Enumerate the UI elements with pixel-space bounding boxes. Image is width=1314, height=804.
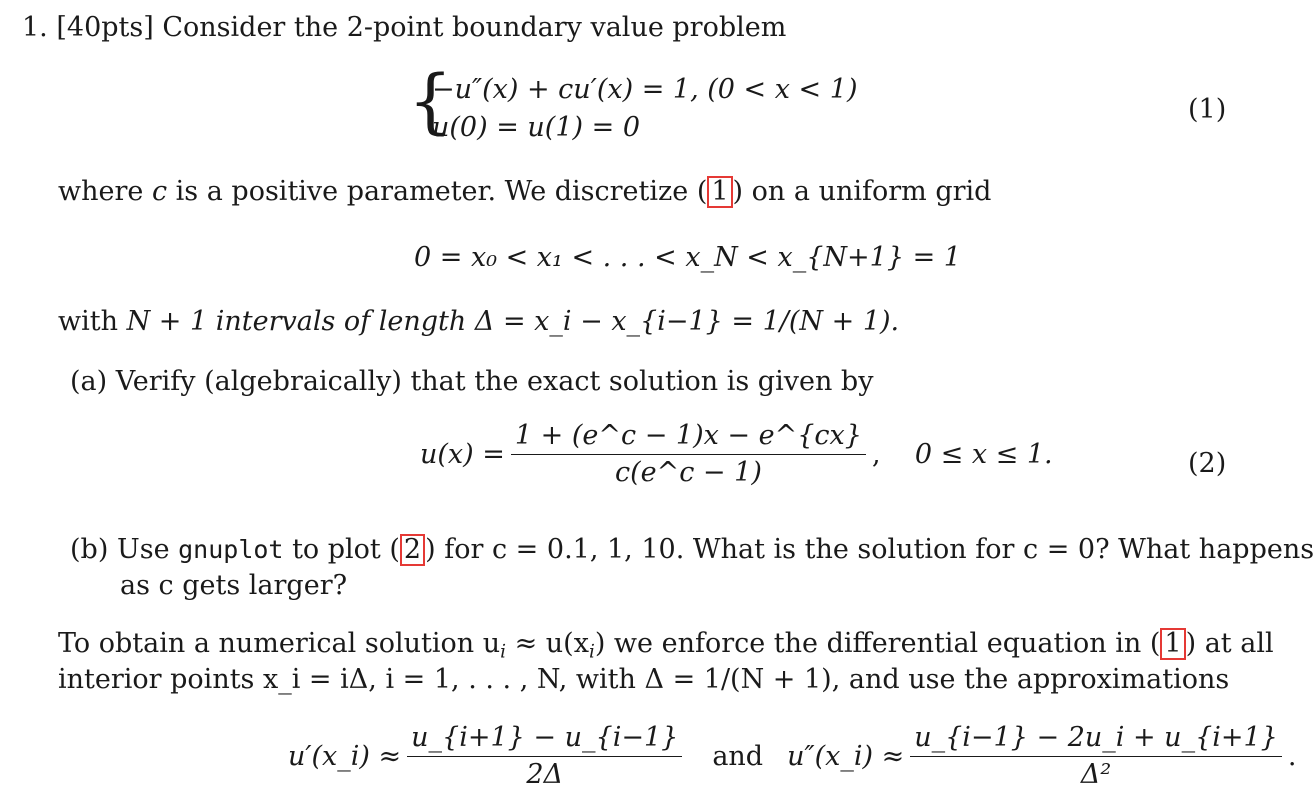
- problem-intro: Consider the 2-point boundary value problem: [162, 12, 787, 43]
- equation-2-denominator: c(e^c − 1): [614, 457, 762, 489]
- first-derivative-lhs: u′(x_i) ≈: [288, 741, 402, 773]
- first-derivative-fraction: $\frac{u\_\{i+1\} - u\_\{i-1\}}{2\Delta}$: [407, 722, 682, 792]
- grid-equation: 0 = x₀ < x₁ < . . . < x_N < x_{N+1} = 1: [414, 242, 961, 273]
- part-b-line-2: as c gets larger?: [120, 570, 348, 601]
- equation-2-number: (2): [1188, 448, 1227, 479]
- equation-2-lhs: u(x) =: [420, 439, 505, 471]
- problem-number: 1.: [22, 12, 48, 43]
- problem-header: [22, 10, 786, 45]
- paragraph-numerical-line-2: interior points x_i = iΔ, i = 1, . . . , N, with Δ = 1/(N + 1), and use the approximations: [58, 664, 1230, 695]
- part-b-label: (b): [70, 534, 109, 565]
- equation-1-line-1: −u″(x) + cu′(x) = 1, (0 < x < 1): [432, 74, 858, 105]
- equation-2-range: 0 ≤ x ≤ 1.: [914, 439, 1053, 471]
- part-a: [70, 364, 873, 399]
- equation-ref-link[interactable]: 1: [707, 176, 732, 208]
- approximation-equations: u′(x_i) ≈ $\frac{u\_\{i+1\} - u\_\{i-1\}}{2\Delta}$ and u″(x_i) ≈ $\frac{u\_\{i-1\} - 2u\_i + u\_\{i+1\}}{\text{Δ²}}$ .: [288, 722, 1297, 791]
- equation-2: u(x) = $\frac{1 + (e\^{}c - 1)x - e\^{}\{cx\}}{c(e\^{}c - 1)}$ , 0 ≤ x ≤ 1.: [420, 420, 1053, 489]
- part-a-text: Verify (algebraically) that the exact solution is given by: [115, 366, 874, 397]
- paragraph-intervals: with N + 1 intervals of length Δ = x_i − x_{i−1} = 1/(N + 1).: [58, 306, 900, 337]
- paragraph-numerical: To obtain a numerical solution $u_i \approx u(x_i)$ we enforce the differential equation in ( 1 ) at all: [58, 628, 1274, 663]
- and-word: and: [712, 741, 764, 773]
- equation-2-fraction: [511, 420, 866, 490]
- equation-ref-link[interactable]: 1: [1160, 628, 1185, 660]
- paragraph-discretize: where c is a positive parameter. We discretize ( 1 ) on a uniform grid: [58, 176, 992, 207]
- second-derivative-fraction: $\frac{u\_\{i-1\} - 2u\_i + u\_\{i+1\}}{\text{Δ²}}$: [910, 722, 1282, 792]
- equation-1-line-2: u(0) = u(1) = 0: [432, 112, 641, 143]
- part-a-label: (a): [70, 366, 108, 397]
- equation-2-numerator: 1 + (e^c − 1)x − e^{cx}: [511, 420, 866, 455]
- part-b: (b) Use gnuplot to plot ( 2 ) for c = 0.1, 1, 10. What is the solution for c = 0? What happens: [70, 534, 1314, 565]
- equation-1-number: (1): [1188, 94, 1227, 125]
- brace: {: [408, 60, 453, 142]
- problem-points: [40pts]: [56, 12, 154, 43]
- equation-ref-link[interactable]: 2: [400, 534, 425, 566]
- gnuplot-code: gnuplot: [178, 535, 284, 564]
- second-derivative-lhs: u″(x_i) ≈: [787, 741, 905, 773]
